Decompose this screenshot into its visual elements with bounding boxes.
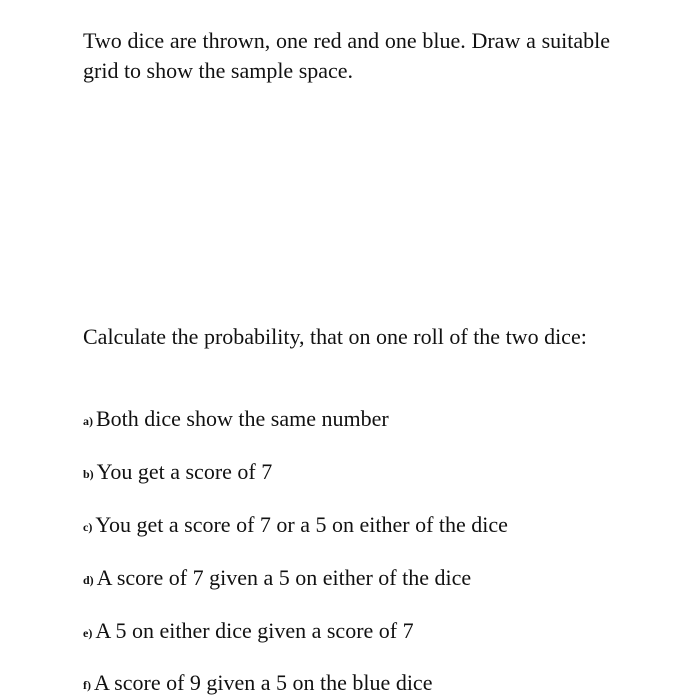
list-item-b <box>83 458 272 488</box>
item-marker: b) <box>83 467 94 481</box>
item-text: A 5 on either dice given a score of 7 <box>95 618 414 643</box>
list-item-e <box>83 617 414 647</box>
list-item-d <box>83 564 471 594</box>
list-item-c <box>83 511 508 541</box>
item-text: Both dice show the same number <box>96 406 389 431</box>
list-item-f <box>83 669 432 699</box>
item-marker: d) <box>83 573 94 587</box>
item-marker: c) <box>83 520 93 534</box>
item-marker: a) <box>83 414 93 428</box>
item-text: A score of 9 given a 5 on the blue dice <box>94 670 433 695</box>
list-item-a <box>83 405 389 435</box>
item-marker: f) <box>83 678 91 692</box>
intro-text: Two dice are thrown, one red and one blue. Draw a suitable grid to show the sample space. <box>83 28 610 83</box>
item-marker: e) <box>83 626 93 640</box>
item-text: A score of 7 given a 5 on either of the dice <box>96 565 472 590</box>
item-text: You get a score of 7 <box>96 459 273 484</box>
item-text: You get a score of 7 or a 5 on either of the dice <box>95 512 508 537</box>
question-text: Calculate the probability, that on one roll of the two dice: <box>83 324 587 349</box>
